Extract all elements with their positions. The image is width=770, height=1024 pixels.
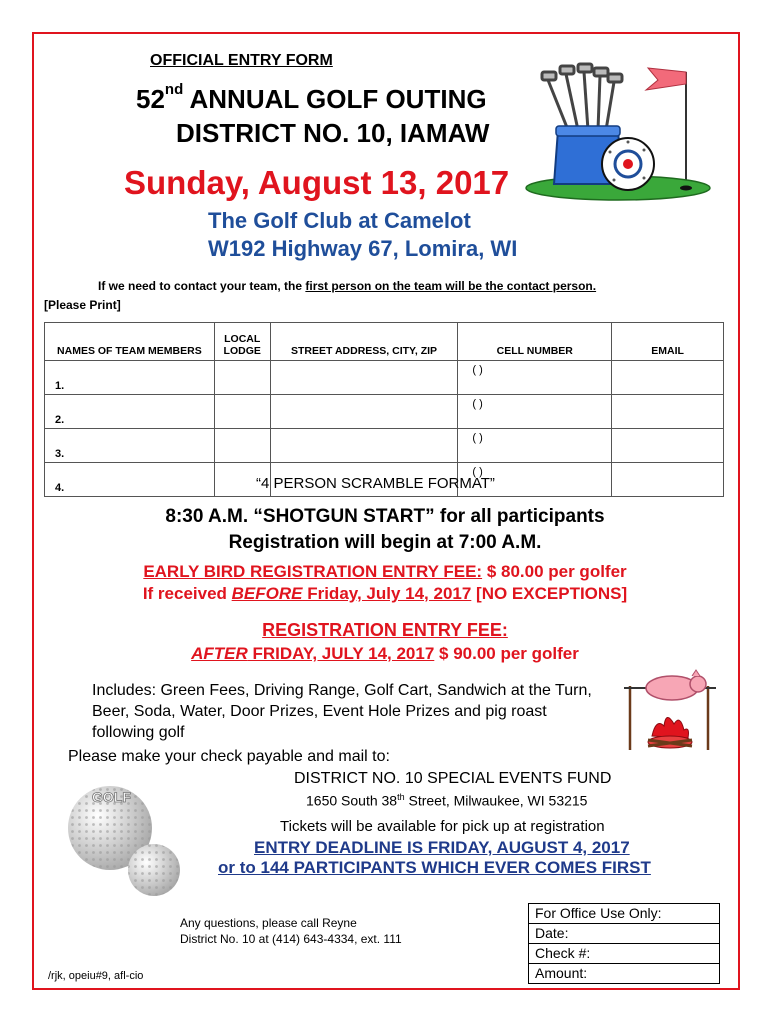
cell-field-3[interactable]: ( ): [458, 429, 612, 463]
mailing-address: 1650 South 38th Street, Milwaukee, WI 53215: [306, 792, 588, 809]
typist-initials: /rjk, opeiu#9, afl-cio: [48, 970, 144, 982]
fire-icon: [648, 717, 692, 748]
questions-contact: [180, 915, 402, 947]
cell-field-4[interactable]: ( ): [458, 463, 612, 497]
header-names: NAMES OF TEAM MEMBERS: [45, 323, 215, 361]
contact-note: If we need to contact your team, the first person on the team will be the contact person.: [98, 279, 597, 293]
golf-bag-illustration: [518, 60, 718, 210]
office-use-title: For Office Use Only:: [529, 904, 719, 924]
header-cell-number: CELL NUMBER: [458, 323, 612, 361]
address-field-2[interactable]: [270, 395, 458, 429]
please-print-note: [Please Print]: [44, 298, 121, 312]
format-label: “4 PERSON SCRAMBLE FORMAT”: [256, 475, 495, 492]
office-use-box: [528, 903, 720, 984]
email-field-1[interactable]: [612, 361, 724, 395]
questions-line-1: Any questions, please call Reyne: [180, 916, 357, 930]
member-name-field-2[interactable]: 2.: [45, 395, 215, 429]
cell-field-2[interactable]: ( ): [458, 395, 612, 429]
early-bird-deadline: If received BEFORE Friday, July 14, 2017 [NO EXCEPTIONS]: [142, 584, 628, 603]
lodge-field-3[interactable]: [214, 429, 270, 463]
payee-name: DISTRICT NO. 10 SPECIAL EVENTS FUND: [294, 770, 612, 787]
registration-time-text: Registration will begin at 7:00 A.M.: [228, 532, 542, 553]
venue-name: The Golf Club at Camelot: [208, 208, 471, 233]
shotgun-start-text: 8:30 A.M. “SHOTGUN START” for all participants: [165, 506, 605, 527]
team-members-table: [44, 322, 724, 497]
table-header-row: [45, 323, 724, 361]
office-date-field[interactable]: Date:: [529, 924, 719, 944]
district-title: DISTRICT NO. 10, IAMAW: [176, 118, 490, 148]
regular-fee-text: AFTER FRIDAY, JULY 14, 2017 $ 90.00 per golfer: [191, 644, 579, 663]
office-check-field[interactable]: Check #:: [529, 944, 719, 964]
entry-deadline: ENTRY DEADLINE IS FRIDAY, AUGUST 4, 2017: [254, 838, 630, 857]
pig-roast-illustration: [622, 666, 718, 756]
header-local-lodge: LOCAL LODGE: [214, 323, 270, 361]
table-row: [45, 395, 724, 429]
office-amount-field[interactable]: Amount:: [535, 965, 588, 981]
event-title: 52nd ANNUAL GOLF OUTING: [136, 81, 487, 114]
early-bird-fee: EARLY BIRD REGISTRATION ENTRY FEE: $ 80.00 per golfer: [143, 562, 627, 581]
golf-ball-small-icon: [128, 844, 180, 896]
email-field-2[interactable]: [612, 395, 724, 429]
questions-line-2: District No. 10 at (414) 643-4334, ext. 111: [180, 932, 402, 946]
email-field-4[interactable]: [612, 463, 724, 497]
payable-instructions: Please make your check payable and mail to:: [68, 748, 390, 765]
member-name-field-1[interactable]: 1.: [45, 361, 215, 395]
participant-limit: or to 144 PARTICIPANTS WHICH EVER COMES FIRST: [218, 858, 651, 877]
lodge-field-1[interactable]: [214, 361, 270, 395]
golf-ball-label: GOLF: [92, 789, 131, 805]
member-name-field-4[interactable]: 4.: [45, 463, 215, 497]
regular-fee-label: REGISTRATION ENTRY FEE:: [262, 620, 508, 640]
email-field-3[interactable]: [612, 429, 724, 463]
table-row: [45, 429, 724, 463]
golf-balls-illustration: [62, 772, 192, 900]
cell-field-1[interactable]: ( ): [458, 361, 612, 395]
includes-text: Includes: Green Fees, Driving Range, Golf Cart, Sandwich at the Turn, Beer, Soda, Water, Door Prizes, Event Hole Prizes and pig roast following golf: [92, 682, 592, 741]
tickets-note: Tickets will be available for pick up at registration: [280, 818, 605, 835]
lodge-field-2[interactable]: [214, 395, 270, 429]
venue-address: W192 Highway 67, Lomira, WI: [208, 236, 518, 261]
address-field-3[interactable]: [270, 429, 458, 463]
event-date: Sunday, August 13, 2017: [124, 164, 510, 201]
address-field-1[interactable]: [270, 361, 458, 395]
header-street-address: STREET ADDRESS, CITY, ZIP: [270, 323, 458, 361]
table-row: [45, 361, 724, 395]
header-email: EMAIL: [612, 323, 724, 361]
form-title: OFFICIAL ENTRY FORM: [150, 52, 333, 69]
golf-ball-logo-icon: [602, 138, 654, 190]
member-name-field-3[interactable]: 3.: [45, 429, 215, 463]
